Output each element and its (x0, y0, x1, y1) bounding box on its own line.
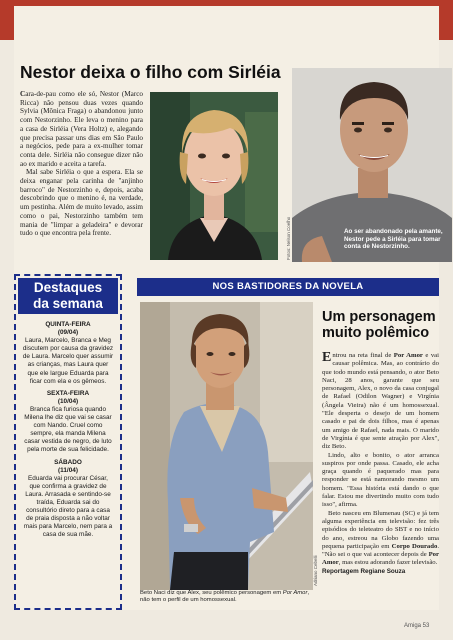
photo-beto-naci (140, 302, 313, 590)
caption-part: , não tem o perfil de um homossexual. (140, 590, 310, 604)
photo-nestor (292, 68, 452, 262)
photo-credit-top: Fotos: Nelson Coelho (286, 216, 291, 260)
article-text: e vai causar polêmica. Mas, ao contrário do que todo mundo está pensando, o ator Beto Naci, 28 anos, garante que seu personagem, Alex, o novo da casa conjugal de Rafael (Odilon Wagner) e Virgínia (Ângela Vieira) não é um homossexual. "Ele desperta o desejo de um homem casado e pai de dois filhos, mas é apenas um amigo de Rafael, nada mais. O marido de Virgínia é que sente atração por Alex", diz Beto. (322, 352, 439, 451)
sidebar-entry-text: Branca fica furiosa quando Milena lhe diz que vai se casar com Nando. Cruel como sempre, ela manda Milena casar vestida de negro, de luto pela morte de sua felicidade. (24, 405, 112, 454)
article-text: , mas estou adorando fazer televisão. (338, 559, 438, 567)
article-body (322, 352, 439, 576)
article-paragraph-2: Lindo, alto e bonito, o ator arranca suspiros por onde passa. Casado, ele acha graça quando é paquerado mas para responder se está namorando mesmo um homem. "Essa história está dando o que falar. Estou me divertindo muito com tudo isso", afirma. (322, 451, 439, 509)
sidebar-entry-text: Laura, Marcelo, Branca e Meg discutem por causa da gravidez de Laura. Marcelo quer assumir as crianças, mas Laura quer que ele largue Eduarda para ficar com ela e os gêmeos. (22, 337, 114, 385)
article-byline: Reportagem Regiane Souza (322, 567, 406, 575)
article-paragraph-1 (322, 352, 439, 452)
sidebar-entry-date: (11/04) (58, 466, 78, 474)
photo-sirleia (150, 92, 278, 260)
sidebar-entry-date: (10/04) (57, 397, 79, 405)
sidebar-entry-date: (09/04) (57, 329, 79, 337)
portrait-actor-illustration (140, 302, 313, 590)
article-dropcap: E (322, 350, 332, 365)
article-novela-title: Corpo Dourado (391, 542, 438, 550)
sidebar-entry-day: SÁBADO (54, 458, 82, 466)
sidebar-entry-day: QUINTA-FEIRA (45, 321, 91, 328)
article-text: Beto nasceu em Blumenau (SC) e já tem alguma experiência em televisão: fez três episódios do teleteatro do SBT e no início do ano, estreou na Globo fazendo uma pequena participação em (322, 509, 439, 550)
article-novela-title: Por Amor (322, 551, 439, 567)
photo-beto-caption (140, 590, 318, 605)
article-text: ntrou na reta final de (332, 352, 394, 359)
sidebar-entry (22, 459, 114, 540)
sidebar-entry (22, 390, 114, 455)
page-folio: Amiga 53 (404, 623, 430, 629)
lead-paragraph-2: Mal sabe Sirléia o que a espera. Ela se deixa enganar pela carinha de "anjinho barroco" de Nestorzinho e, depois, acaba descobrindo que o menino é, na verdade, um pestinha. Além de muito levado, assim como o pai, Nestorzinho também tem mania de "limpar a geladeira" e devorar tudo o que encontra pela frente. (20, 168, 143, 238)
headline: Nestor deixa o filho com Sirléia (20, 62, 281, 82)
article-text: . "Não sei o que vai acontecer depois de (322, 542, 439, 559)
sidebar-title (18, 278, 118, 314)
article-title: Um personagem muito polêmico (322, 309, 436, 341)
lead-article (20, 90, 143, 238)
lead-dropcap: C (20, 90, 26, 98)
section-banner: NOS BASTIDORES DA NOVELA (137, 278, 439, 296)
article-paragraph-3 (322, 510, 439, 568)
photo-nestor-caption: Ao ser abandonado pela amante, Nestor pede a Sirléia para tomar conta de Nestorzinho. (344, 228, 443, 251)
portrait-woman-illustration (150, 92, 278, 260)
sidebar-title-line-1: Destaques (33, 280, 103, 295)
sidebar-entry-text: Eduarda vai procurar César, que confirma a gravidez de Laura. Arrasada e sentindo-se traída, Eduarda sai do consultório direto para a casa de praia disposta a não voltar mais para Marcelo, nem para a casa de sua mãe. (23, 474, 113, 539)
lead-paragraph-1 (20, 90, 143, 168)
photo-credit-bottom: Adriano Cebelli (313, 555, 318, 586)
sidebar-title-line-2: da semana (33, 296, 103, 311)
sidebar-entry (22, 321, 114, 386)
article-novela-title: Por Amor (393, 352, 423, 359)
sidebar-body (22, 318, 114, 543)
caption-novela-title: Por Amor (282, 590, 308, 596)
top-band-inner (14, 6, 439, 40)
lead-paragraph-1-text: ara-de-pau como ele só, Nestor (Marco Ricca) não pensou duas vezes quando Sylvia (Mônica Fraga) o abandonou junto com Nestorzinho. Ele leva o menino para a casa de Sirléia (Vera Holtz) e, alegando que precisa passar uns dias em São Paulo a negócios, pede para a ex-mulher tomar conta dele. Sirléia não consegue dizer não ao ex marido e aceita a tarefa. (20, 90, 143, 168)
sidebar-entry-day: SEXTA-FEIRA (46, 389, 90, 397)
caption-part: Beto Naci diz que Alex, seu polêmico personagem em (140, 590, 283, 596)
top-color-band (0, 0, 453, 40)
